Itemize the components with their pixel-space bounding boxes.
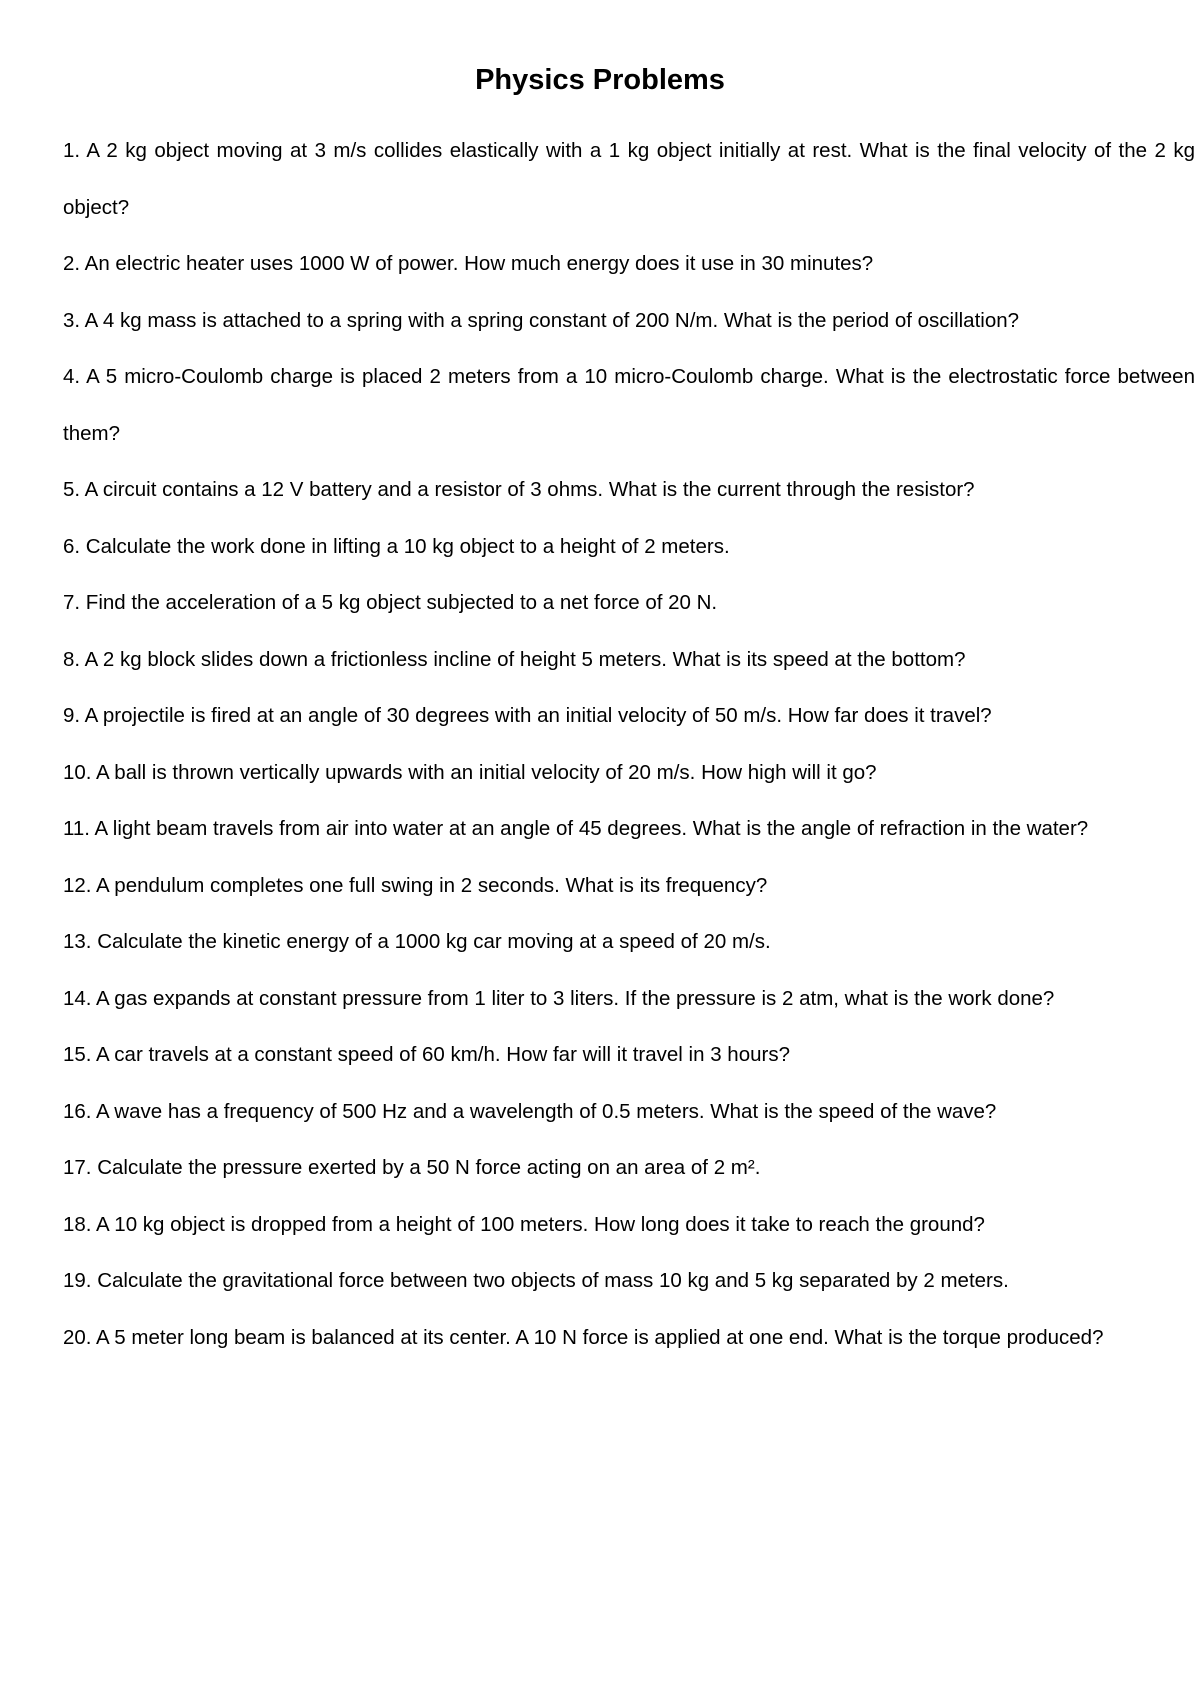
problem-item: 6. Calculate the work done in lifting a 10 kg object to a height of 2 meters.	[63, 534, 730, 558]
problem-list	[63, 123, 1195, 1366]
problem-item: 14. A gas expands at constant pressure from 1 liter to 3 liters. If the pressure is 2 atm, what is the work done?	[63, 986, 1055, 1010]
problem-item: 15. A car travels at a constant speed of 60 km/h. How far will it travel in 3 hours?	[63, 1043, 790, 1066]
problem-item: 16. A wave has a frequency of 500 Hz and a wavelength of 0.5 meters. What is the speed of the wave?	[63, 1099, 997, 1123]
problem-item: 12. A pendulum completes one full swing in 2 seconds. What is its frequency?	[63, 873, 768, 897]
problem-item: 1. A 2 kg object moving at 3 m/s collides elastically with a 1 kg object initially at rest. What is the final velocity of the 2 kg object?	[63, 139, 1195, 219]
problem-item: 8. A 2 kg block slides down a frictionless incline of height 5 meters. What is its speed at the bottom?	[63, 647, 966, 671]
problem-item: 7. Find the acceleration of a 5 kg object subjected to a net force of 20 N.	[63, 591, 718, 614]
problem-item: 13. Calculate the kinetic energy of a 1000 kg car moving at a speed of 20 m/s.	[63, 930, 771, 953]
problem-item: 10. A ball is thrown vertically upwards with an initial velocity of 20 m/s. How high will it go?	[63, 760, 877, 784]
problem-item: 3. A 4 kg mass is attached to a spring with a spring constant of 200 N/m. What is the period of oscillation?	[63, 308, 1020, 332]
problem-item: 9. A projectile is fired at an angle of 30 degrees with an initial velocity of 50 m/s. How far does it travel?	[63, 704, 992, 727]
problem-item: 11. A light beam travels from air into water at an angle of 45 degrees. What is the angle of refraction in the water?	[63, 817, 1089, 840]
problem-item: 17. Calculate the pressure exerted by a 50 N force acting on an area of 2 m².	[63, 1156, 761, 1179]
page-title: Physics Problems	[475, 64, 725, 96]
problem-item: 19. Calculate the gravitational force between two objects of mass 10 kg and 5 kg separated by 2 meters.	[63, 1269, 1009, 1292]
problem-item: 5. A circuit contains a 12 V battery and a resistor of 3 ohms. What is the current through the resistor?	[63, 478, 975, 501]
problem-item: 4. A 5 micro-Coulomb charge is placed 2 meters from a 10 micro-Coulomb charge. What is the electrostatic force between them?	[63, 365, 1195, 445]
problem-item: 2. An electric heater uses 1000 W of power. How much energy does it use in 30 minutes?	[63, 252, 874, 275]
problem-item: 18. A 10 kg object is dropped from a height of 100 meters. How long does it take to reach the ground?	[63, 1212, 985, 1236]
problem-item: 20. A 5 meter long beam is balanced at its center. A 10 N force is applied at one end. What is the torque produced?	[63, 1325, 1104, 1349]
